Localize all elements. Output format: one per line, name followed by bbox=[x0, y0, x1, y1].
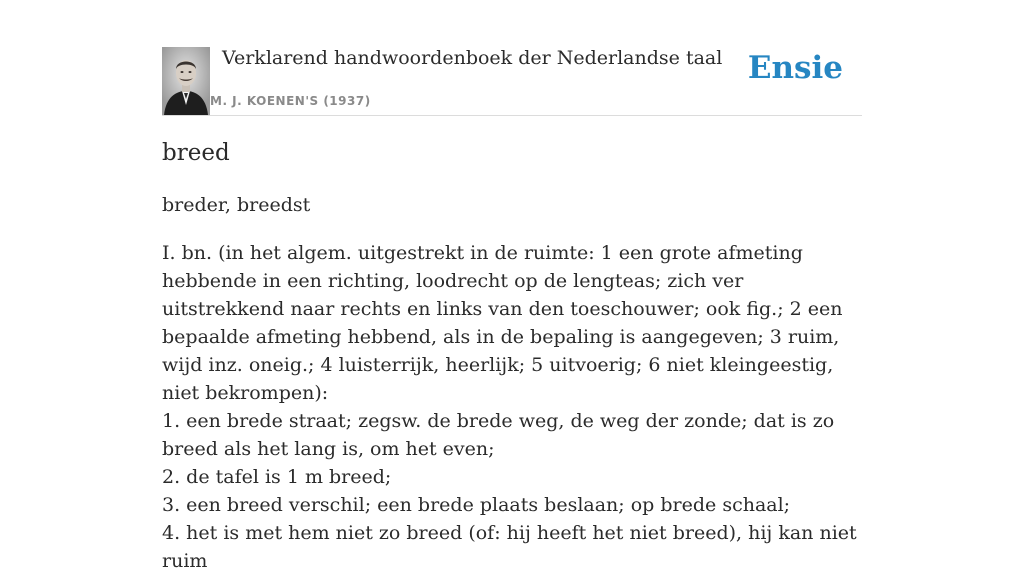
ensie-logo-link[interactable]: Ensie bbox=[747, 50, 843, 86]
site-header bbox=[162, 44, 862, 116]
entry-headword: breed bbox=[162, 140, 230, 166]
definition-line: 2. de tafel is 1 m breed; bbox=[162, 466, 392, 488]
entry-forms: breder, breedst bbox=[162, 194, 311, 216]
entry-definition bbox=[162, 239, 862, 575]
definition-line: I. bn. (in het algem. uitgestrekt in de ruimte: 1 een grote afmeting hebbende in een richting, loodrecht op de lengteas; zich ver uitstrekkend naar rechts en links van den toeschouwer; ook fig.; 2 een bepaalde afmeting hebbend, als in de bepaling is aangegeven; 3 ruim, wijd inz. oneig.; 4 luisterrijk, heerlijk; 5 uitvoerig; 6 niet kleingeestig, niet bekrompen): bbox=[162, 242, 843, 404]
site-subtitle: M. J. KOENEN'S (1937) bbox=[210, 94, 371, 108]
definition-line: 1. een brede straat; zegsw. de brede weg, de weg der zonde; dat is zo breed als het lang is, om het even; bbox=[162, 410, 835, 460]
definition-line: 3. een breed verschil; een brede plaats beslaan; op brede schaal; bbox=[162, 494, 791, 516]
author-portrait-icon bbox=[162, 47, 210, 115]
definition-line: 4. het is met hem niet zo breed (of: hij heeft het niet breed), hij kan niet ruim bbox=[162, 522, 857, 572]
site-title: Verklarend handwoordenboek der Nederlandse taal bbox=[222, 47, 723, 69]
